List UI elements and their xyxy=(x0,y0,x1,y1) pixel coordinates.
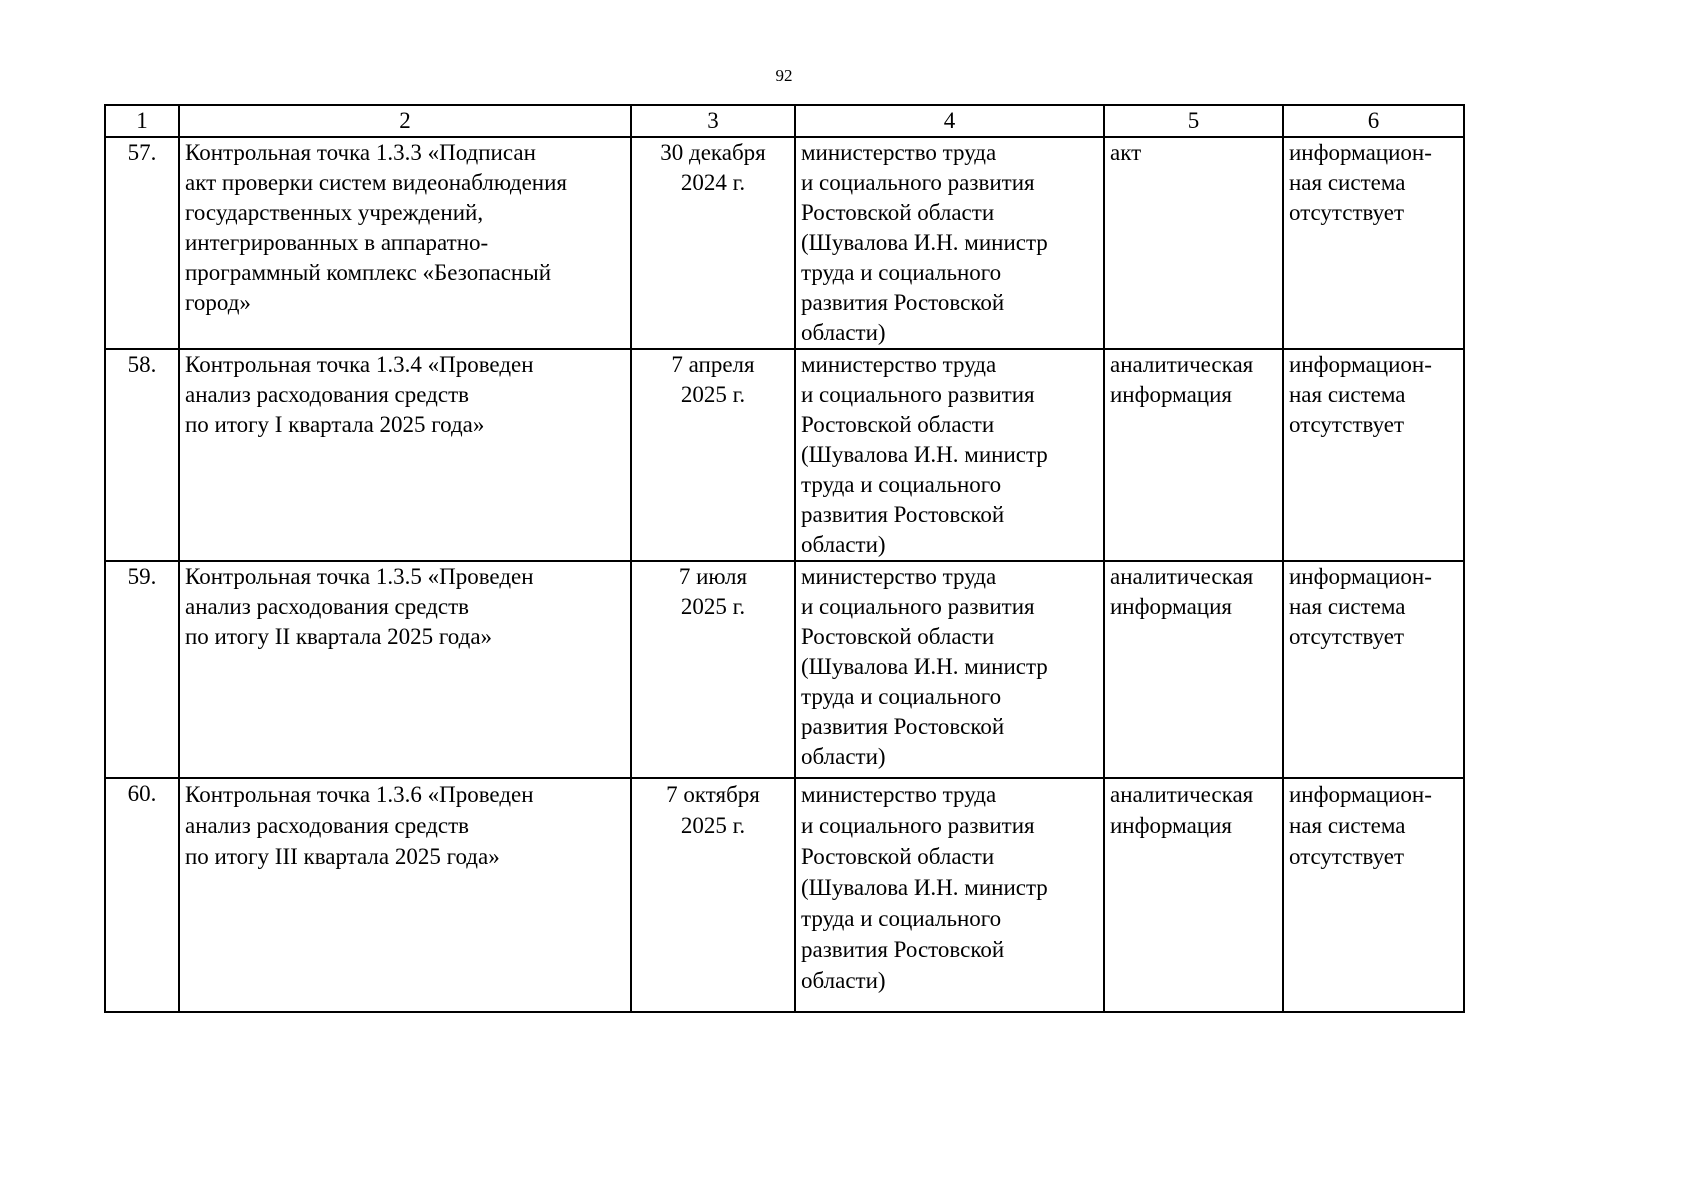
control-points-table xyxy=(104,104,1465,1013)
event-cell: Контрольная точка 1.3.5 «Проведен анализ расходования средств по итогу II квартала 2025 года» xyxy=(179,561,631,778)
table-header-row xyxy=(105,105,1464,137)
event-cell: Контрольная точка 1.3.4 «Проведен анализ расходования средств по итогу I квартала 2025 года» xyxy=(179,349,631,561)
table-row xyxy=(105,137,1464,349)
due-date-cell: 7 апреля 2025 г. xyxy=(631,349,795,561)
column-header-6: 6 xyxy=(1283,105,1464,137)
due-date-cell: 7 октября 2025 г. xyxy=(631,778,795,1012)
row-number: 57. xyxy=(105,137,179,349)
row-number: 60. xyxy=(105,778,179,1012)
column-header-3: 3 xyxy=(631,105,795,137)
page-number: 92 xyxy=(775,66,793,85)
table-row xyxy=(105,349,1464,561)
responsible-cell: министерство труда и социального развития Ростовской области (Шувалова И.Н. министр труда и социального развития Ростовской области) xyxy=(795,137,1104,349)
responsible-cell: министерство труда и социального развития Ростовской области (Шувалова И.Н. министр труда и социального развития Ростовской области) xyxy=(795,561,1104,778)
due-date-cell: 7 июля 2025 г. xyxy=(631,561,795,778)
document-cell: аналитическая информация xyxy=(1104,561,1283,778)
info-system-cell: информацион- ная система отсутствует xyxy=(1283,349,1464,561)
document-cell: аналитическая информация xyxy=(1104,349,1283,561)
column-header-2: 2 xyxy=(179,105,631,137)
info-system-cell: информацион- ная система отсутствует xyxy=(1283,561,1464,778)
info-system-cell: информацион- ная система отсутствует xyxy=(1283,778,1464,1012)
column-header-5: 5 xyxy=(1104,105,1283,137)
column-header-4: 4 xyxy=(795,105,1104,137)
event-cell: Контрольная точка 1.3.3 «Подписан акт проверки систем видеонаблюдения государственных учреждений, интегрированных в аппаратно- программный комплекс «Безопасный город» xyxy=(179,137,631,349)
column-header-1: 1 xyxy=(105,105,179,137)
responsible-cell: министерство труда и социального развития Ростовской области (Шувалова И.Н. министр труда и социального развития Ростовской области) xyxy=(795,349,1104,561)
document-cell: акт xyxy=(1104,137,1283,349)
document-cell: аналитическая информация xyxy=(1104,778,1283,1012)
table-row xyxy=(105,561,1464,778)
responsible-cell: министерство труда и социального развития Ростовской области (Шувалова И.Н. министр труда и социального развития Ростовской области) xyxy=(795,778,1104,1012)
row-number: 58. xyxy=(105,349,179,561)
row-number: 59. xyxy=(105,561,179,778)
table-row xyxy=(105,778,1464,1012)
due-date-cell: 30 декабря 2024 г. xyxy=(631,137,795,349)
event-cell: Контрольная точка 1.3.6 «Проведен анализ расходования средств по итогу III квартала 2025 года» xyxy=(179,778,631,1012)
info-system-cell: информацион- ная система отсутствует xyxy=(1283,137,1464,349)
